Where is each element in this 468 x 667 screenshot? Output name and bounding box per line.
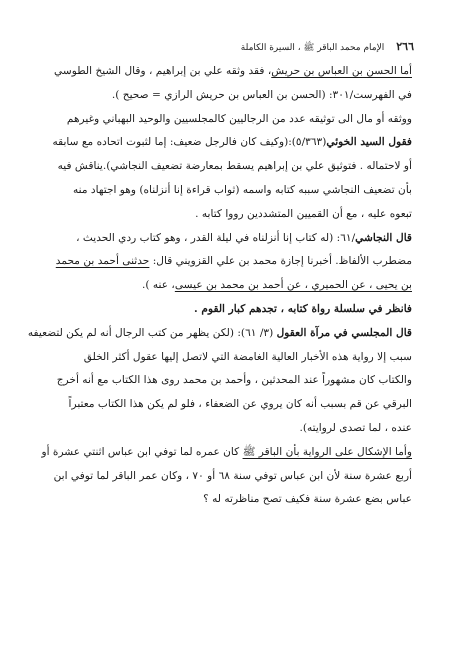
bold-source-label: فقول السيد الخوئي — [326, 136, 412, 149]
text-segment: (٣/ ٦١): (لكن يظهر من كتب الرجال أنه لم يكن لتضعيفه — [27, 326, 277, 339]
text-line — [54, 60, 412, 84]
text-segment: تبعوه عليه ، مع أن القميين المتشددين رووا كتابه . — [195, 207, 412, 220]
text-line — [57, 155, 412, 179]
page-header — [56, 40, 414, 55]
text-segment: مضطرب الألفاظ. أخبرنا إجازة محمد بن علي القزويني قال: — [149, 255, 412, 268]
text-line — [60, 203, 412, 227]
text-segment: /٦١: (له كتاب إنا أنزلناه في ليلة القدر ، وهو كتاب ردي الحديث ، — [76, 231, 356, 244]
text-line — [60, 417, 412, 441]
text-line — [52, 131, 412, 155]
text-line — [56, 369, 412, 393]
text-segment: ووثقه أو مال الى توثيقه عدد من الرجاليين كالمجلسيين والوحيد البهباني وغيرهم — [66, 112, 412, 125]
running-title: الإمام محمد الباقر ﷺ ، السيرة الكاملة — [240, 43, 385, 53]
underlined-citation: وأما الإشكال على الرواية بأن الباقر ﷺ — [242, 445, 412, 458]
text-segment: أربع عشرة سنة لأن ابن عباس توفي سنة ٦٨ أو ٧٠ ، وكان عمر الباقر لما توفي ابن — [53, 469, 412, 482]
text-segment: والكتاب كان مشهوراً عند المحدثين ، وأحمد بن محمد روى هذا الكتاب مع أنه أخرج — [56, 374, 412, 387]
bold-source-label: فانظر في سلسلة رواة كتابه ، تجدهم كبار القوم . — [194, 302, 412, 315]
text-line — [60, 393, 412, 417]
text-segment: البرقي عن قم بسبب أنه كان يروي عن الضعفاء ، فلو لم يكن هذا الكتاب معتبراً — [68, 398, 412, 411]
text-line — [60, 346, 412, 370]
text-line — [60, 298, 412, 322]
page-body — [27, 60, 412, 512]
text-line — [60, 108, 412, 132]
underlined-citation: أما الحسن بن العباس بن حريش — [271, 65, 412, 77]
bold-source-label: قال المجلسي في مرآة العقول — [276, 326, 412, 339]
text-segment: عنده ، لما تصدى لروايته). — [299, 421, 412, 434]
underlined-citation: حدثنى أحمد بن محمد — [55, 255, 150, 268]
bold-source-label: قال النجاشي — [355, 231, 412, 244]
text-segment: كان عمره لما توفي ابن عباس اثنتي عشرة أو — [41, 445, 243, 458]
text-segment: ، فقد وثقه علي بن إبراهيم ، وقال الشيخ الطوسي — [54, 65, 272, 77]
text-line — [60, 84, 412, 108]
text-line — [55, 250, 412, 274]
page-number: ٢٦٦ — [396, 40, 414, 53]
text-segment: سبب إلا رواية هذه الأخبار العالية الغامضة التي لاتصل إليها عقول أكثر الخلق — [83, 350, 412, 363]
text-line — [60, 488, 412, 512]
text-segment: في الفهرست/٣٠١: (الحسن بن العباس بن حريش الرازي = صحيح ). — [111, 88, 412, 101]
text-segment: (٥/٣٦٣):(وكيف كان فالرجل ضعيف: إما لثبوت اتحاده مع سابقه — [52, 136, 327, 149]
underlined-citation: بن يحيى ، عن الحميري ، عن أحمد بن محمد بن عيسى — [174, 279, 412, 292]
text-segment: أو لاحتماله . فتوثيق علي بن إبراهيم يسقط بمعارضة تضعيف النجاشي).يناقش فيه — [57, 160, 412, 173]
text-segment: بأن تضعيف النجاشي سببه كتابه واسمه (ثواب قراءة إنا أنزلناه) وهو اجتهاد منه — [73, 183, 412, 196]
text-line — [60, 227, 412, 251]
text-line — [41, 441, 412, 465]
text-line — [60, 179, 412, 203]
text-line — [53, 465, 412, 489]
text-line — [60, 274, 412, 298]
text-line — [27, 322, 412, 346]
text-segment: عباس بضع عشرة سنة فكيف تصح مناظرته له ؟ — [203, 493, 412, 506]
text-segment: ، عنه ). — [141, 279, 175, 292]
